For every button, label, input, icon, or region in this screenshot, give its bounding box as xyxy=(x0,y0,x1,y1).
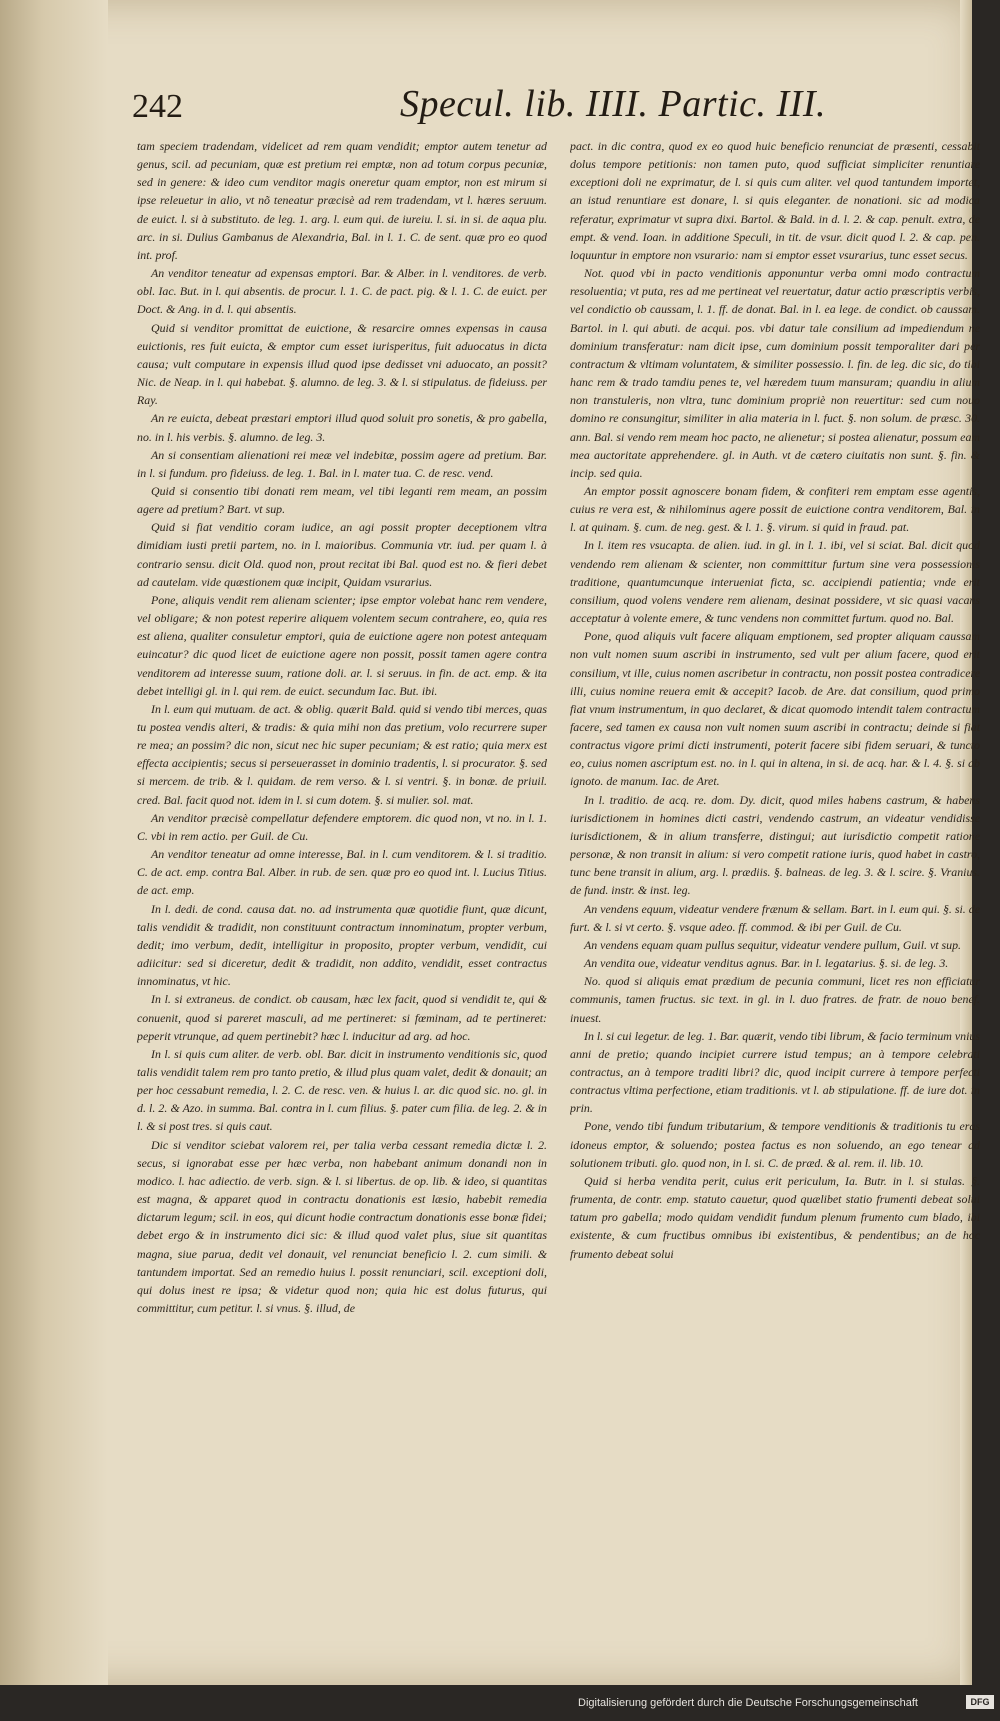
paragraph: Quid si herba vendita perit, cuius erit periculum, Ia. Butr. in l. si stulas. §. frumenta, de contr. emp. statuto cauetur, quod quælibet statio frumenti debeat solui tatum pro gabella; modo quidam vendidit fundum plenum frumento cum blado, ibi existente, & cum fructibus omnibus ibi existentibus, & pendentibus; an de hoc frumento debeat solui xyxy=(570,1173,980,1261)
paragraph: In l. item res vsucapta. de alien. iud. in gl. in l. 1. ibi, vel si sciat. Bal. dicit quod vendendo rem alienam & scienter, non committitur furtum sine vera possessionis traditione, quantumcunque interueniat ficta, sc. accipiendi patientia; vnde erit consilium, quod volens vendere rem alienam, desinat possidere, vt sic quasi vacans acceptatur à volente emere, & tunc vendens non committet furtum. quod no. Bal. xyxy=(570,538,980,626)
paragraph: No. quod si aliquis emat prædium de pecunia communi, licet res non efficiatur communis, tamen fructus. sic text. in gl. in l. duo fratres. de fratr. de nouo benef. inuest. xyxy=(570,974,980,1025)
paragraph: Quid si fiat venditio coram iudice, an agi possit propter deceptionem vltra dimidiam iusti pretii partem, no. in l. maioribus. Communia vtr. iud. per quam l. à contrario sensu. dicit Old. quod non, prout recitat ibi Bal. quod est no. & fieri debet ad cautelam. vide quæstionem quæ incipit, Quidam vsurarius. xyxy=(137,520,547,589)
paragraph: In l. dedi. de cond. causa dat. no. ad instrumenta quæ quotidie fiunt, quæ dicunt, talis vendidit & tradidit, non constituunt contractum innominatum, propter verbum, dedit; imo verbum, dedit, intelligitur in proposito, propter verbum, vendidit, cui adiicitur: sed si diceretur, dedit & tradidit, non addito, vendidit, esset contractus innominatus, vt hic. xyxy=(137,901,547,989)
paragraph: Pone, quod aliquis vult facere aliquam emptionem, sed propter aliquam caussam non vult nomen suum ascribi in instrumento, sed vult per alium facere, quod erit consilium, vt ille, cuius nomen ascribetur in contractu, non possit postea contradicere illi, cuius nomine reuera emit & accepit? Iacob. de Are. dat consilium, quod primo fiat vnum instrumentum, in quo declaret, & dicat quomodo intendit talem contractum facere, sed tamen ex causa non vult nomen suum ascribi in contractu; deinde si fiat contractus vigore primi dicti instrumenti, poterit facere sibi fidem seruari, & tuncto eo, cuius nomen ascriptum est. no. in l. qui in altena, in si. de acq. har. & l. 4. §. si ab ignoto. de manum. Iac. de Aret. xyxy=(570,629,980,789)
paragraph: An vendita oue, videatur venditus agnus. Bar. in l. legatarius. §. si. de leg. 3. xyxy=(584,956,949,971)
paragraph: Not. quod vbi in pacto venditionis apponuntur verba omni modo contractum resoluentia; vt puta, res ad me pertineat vel reuertatur, datur actio præscriptis verbis, vel condictio ob caussam, l. 1. ff. de donat. Bal. in l. ea lege. de condict. ob caussam. Bartol. in l. qui abuti. de acqui. pos. vbi datur tale consilium ad impediendum ne dominium transferatur: nam dicit ipse, cum dominium possit temporaliter dari per contractum & vltimam voluntatem, & similiter possessio. l. fin. de leg. dic sic, do tibi hanc rem & trado tamdiu penes te, vel hæredem tuum mansuram; quandiu in alium non transtuleris, non vltra, tunc dominium propriè non reuertitur: sed cum nouo domino re consungitur, similiter in alia materia in l. fuct. §. non solum. de præsc. 30. ann. Bal. si vendo rem meam hoc pacto, ne alienetur; si postea alienatur, possum eam mea auctoritate apprehendere. gl. in Auth. vt de cætero ciuitatis non sunt. §. fin. & incip. sed quia. xyxy=(570,266,980,480)
running-head: Specul. lib. IIII. Partic. III. xyxy=(400,83,826,125)
paragraph: An vendens equam quam pullus sequitur, videatur vendere pullum, Guil. vt sup. xyxy=(584,937,962,952)
paragraph: In l. traditio. de acq. re. dom. Dy. dicit, quod miles habens castrum, & habens iurisdictionem in homines dicti castri, vendendo castrum, an videatur vendidisse iurisdictionem, & in alium transferre, distingui; aut iurisdictio competit ratione personæ, & non transit in alium: si vero competit ratione iuris, quod habet in castro, tunc bene transit in alium, arg. l. prædiis. §. balneas. de leg. 3. & l. scire. §. Vranius. de fund. instr. & inst. leg. xyxy=(570,792,980,898)
left-column xyxy=(137,137,547,1672)
paragraph: Quid si consentio tibi donati rem meam, vel tibi leganti rem meam, an possim agere ad pretium? Bart. vt sup. xyxy=(137,483,547,517)
dfg-logo: DFG xyxy=(966,1695,994,1709)
paragraph: An re euicta, debeat præstari emptori illud quod soluit pro sonetis, & pro gabella, no. in l. his verbis. §. alumno. de leg. 3. xyxy=(137,411,547,444)
paragraph: In l. si cui legetur. de leg. 1. Bar. quærit, vendo tibi librum, & facio terminum vnius anni de pretio; quando incipiet currere istud tempus; an à tempore celebrati contractus, an à tempore traditi libri? dic, quod incipit currere à tempore perfecti contractus vltima perfectione, etiam traditionis. vt l. ab stipulatione. ff. de iure dot. in prin. xyxy=(570,1028,980,1116)
page-gutter xyxy=(0,0,108,1685)
paragraph: In l. eum qui mutuam. de act. & oblig. quærit Bald. quid si vendo tibi merces, quas tu postea vendis alteri, & tradis: & quia mihi non das pretium, volo recurrere super re mea; an possim? dic non, sicut nec hic super pecuniam; & est ratio; quia merx est effecta accipientis; secus si perseuerasset in dominio tradentis, l. si procurator. §. sed si mercem. de trib. & l. quidam. de rem verso. & l. si ventri. §. in bonæ. de priuil. cred. Bal. facit quod not. idem in l. si cum dotem. §. si mulier. sol. mat. xyxy=(137,701,547,807)
paragraph: Dic si venditor sciebat valorem rei, per talia verba cessant remedia dictæ l. 2. secus, si ignorabat esse per hæc verba, non habebant animum donandi non in modico. l. hac adiectio. de verb. sign. & l. si libertus. de op. lib. & ideo, si quantitas est magna, & apparet quod in contractu donationis est læsio, habebit remedia dictarum legum; scil. in eos, qui dicunt hodie contractum donationis esse bonæ fidei; debet ergo & in instrumento dici sic: & illud quod valet plus, siue sit quantitas magna, siue parua, dedit vel donauit, vel renunciat beneficio l. 2. cum simili. & tantundem importat. Sed an remedio huius l. possit renunciari, scil. exceptioni doli, qui dolus inest re ipsa; & videtur quod non; quia hic est dolus futurus, qui committitur, cum petitur. l. si vnus. §. illud, de xyxy=(137,1137,547,1315)
paragraph: Pone, aliquis vendit rem alienam scienter; ipse emptor volebat hanc rem vendere, vel obligare; & non potest reperire aliquem volentem secum contrahere, eo, quia res est aliena, qualiter consuletur emptori, quia de euictione agere non potest antequam euincatur? dic quod licet de euictione agere non possit, possit tamen agere contra venditorem ad interesse suum, ratione doli. ar. l. si seruus. in fin. de act. emp. & ita debet intelligi gl. in l. qui rem. de euict. secundum Iac. But. ibi. xyxy=(137,592,547,698)
paragraph: An emptor possit agnoscere bonam fidem, & confiteri rem emptam esse agentis, cuius re vera est, & nihilominus agere possit de euictione contra venditorem, Bal. in l. at quinam. §. cum. de neg. gest. & l. 1. §. virum. si quid in fraud. pat. xyxy=(570,483,980,535)
paragraph: An vendens equum, videatur vendere frænum & sellam. Bart. in l. eum qui. §. si. de furt. & l. si vt certo. §. vsque adeo. ff. commod. & ibi per Guil. de Cu. xyxy=(570,901,980,934)
paragraph: In l. si quis cum aliter. de verb. obl. Bar. dicit in instrumento venditionis sic, quod talis vendidit talem rem pro tanto pretio, & illud plus quam valet, dedit & donauit; an per hoc cessabunt remedia, l. 2. C. de resc. ven. & huius l. ar. dic quod sic. no. gl. in d. l. 2. & Azo. in summa. Bal. contra in l. cum filius. §. pater cum filia. de leg. 2. & in l. & si post tres. si quis caut. xyxy=(137,1046,547,1134)
paragraph: Pone, vendo tibi fundum tributarium, & tempore venditionis & traditionis tu eras idoneus emptor, & soluendo; postea factus es non soluendo, an ego tenear ad solutionem tributi. glo. quod non, in l. si. C. de præd. & al. rem. il. lib. 10. xyxy=(570,1119,980,1170)
paragraph: An venditor præcisè compellatur defendere emptorem. dic quod non, vt no. in l. 1. C. vbi in rem actio. per Guil. de Cu. xyxy=(137,810,547,843)
paragraph: tam speciem tradendam, videlicet ad rem quam vendidit; emptor autem tenetur ad genus, scil. ad pecuniam, quæ est pretium rei emptæ, non ad totum corpus pecuniæ, sed in genere: & ideo cum venditor magis oneretur quam emptor, non est mirum si ipse releuetur in alio, vt nõ teneatur præcisè ad rem tradendam, vt l. hæres seruum. de euict. l. si à substituto. de leg. 1. arg. l. eum qui. de iureiu. l. si. in si. de aqua plu. arc. in si. Dulius Gambanus de Alexandria, Bal. in l. 1. C. de sent. quæ pro eo quod int. prof. xyxy=(137,139,547,262)
paragraph: In l. si extraneus. de condict. ob causam, hæc lex facit, quod si vendidit te, qui & conuenit, quod si pareret masculi, ad me pertineret: si fœminam, ad te pertineret: peperit vtrunque, ad quem pertinebit? hæc l. inducitur ad arg. ad hoc. xyxy=(137,992,547,1043)
paragraph: Quid si venditor promittat de euictione, & resarcire omnes expensas in causa euictionis, res fuit euicta, & emptor cum esset iurisperitus, fuit aduocatus in dicta causa; vult computare in expensis illud quod ipse dedisset vni aduocato, an possit? Nic. de Neap. in l. qui habebat. §. alumno. de leg. 3. & l. si stipulatus. de fideiuss. per Ray. xyxy=(137,320,547,408)
page-number: 242 xyxy=(132,88,183,125)
paragraph: pact. in dic contra, quod ex eo quod huic beneficio renunciat de præsenti, cessabit dolus tempore petitionis: non tamen puto, quod sufficiat simpliciter renuntiare exceptioni doli ne exprimatur, de l. si quis cum aliter. vel quod tantundem importet, an istud renuntiare est donare, l. si quis eleganter. de nonationi. sic ad modica referatur, exprimatur vt supra dixi. Bartol. & Bald. in d. l. 2. & cap. penult. extra, de empt. & vend. Ioan. in additione Speculi, in tit. de vsur. dicit quod l. 2. & cap. pen. loquuntur in emptore non vsurario: nam si emptor esset vsurarius, tunc esset secus. xyxy=(570,139,980,262)
paragraph: An venditor teneatur ad omne interesse, Bal. in l. cum venditorem. & l. si traditio. C. de act. emp. contra Bal. Alber. in rub. de sen. quæ pro eo quod int. l. Lucius Titius. de act. emp. xyxy=(137,847,547,898)
paragraph: An si consentiam alienationi rei meæ vel indebitæ, possim agere ad pretium. Bar. in l. si fundum. pro fideiuss. de leg. 1. Bal. in l. mater tua. C. de resc. vend. xyxy=(137,447,547,480)
paragraph: An venditor teneatur ad expensas emptori. Bar. & Alber. in l. venditores. de verb. obl. Iac. But. in l. qui absentis. de procur. l. 1. C. de pact. pig. & l. 1. C. de euict. per Doct. & Ang. in d. l. qui absentis. xyxy=(137,266,547,317)
right-column xyxy=(570,137,980,1672)
funding-credit: Digitalisierung gefördert durch die Deutsche Forschungsgemeinschaft xyxy=(578,1697,918,1709)
